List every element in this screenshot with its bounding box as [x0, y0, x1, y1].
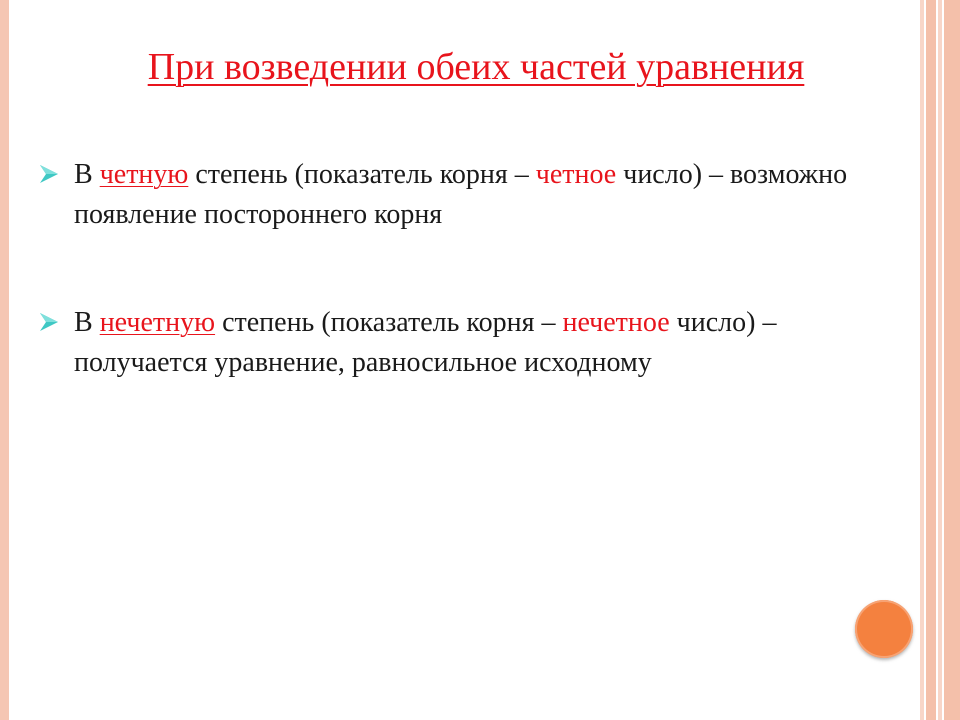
highlight-even-power: четную: [99, 159, 189, 190]
bullet-text-part: число) – возможно появление постороннего корня: [74, 159, 848, 230]
bullet-text-part: В: [74, 159, 100, 190]
right-stripe: [926, 0, 936, 720]
bullet-text: [64, 155, 878, 235]
bullet-text-part: степень (показатель корня –: [215, 307, 563, 338]
arrow-bullet-icon: [38, 311, 60, 333]
bullet-text: [64, 303, 878, 383]
left-border-decoration: [0, 0, 9, 720]
right-stripe: [944, 0, 960, 720]
highlight-odd-power: нечетную: [99, 307, 216, 338]
right-stripe: [920, 0, 924, 720]
right-stripe: [938, 0, 942, 720]
right-border-decoration: [920, 0, 960, 720]
slide-title: При возведении обеих частей уравнения: [147, 46, 805, 88]
bullet-item-odd: [38, 303, 878, 383]
bullet-text-part: В: [74, 307, 100, 338]
arrow-bullet-icon: [38, 163, 60, 185]
highlight-odd-number: нечетное: [562, 307, 670, 338]
bullet-text-part: степень (показатель корня –: [188, 159, 536, 190]
bullet-text-part: число) – получается уравнение, равносильное исходному: [74, 307, 777, 378]
orange-circle: [855, 600, 913, 658]
bullet-item-even: [38, 155, 878, 235]
highlight-even-number: четное: [535, 159, 617, 190]
